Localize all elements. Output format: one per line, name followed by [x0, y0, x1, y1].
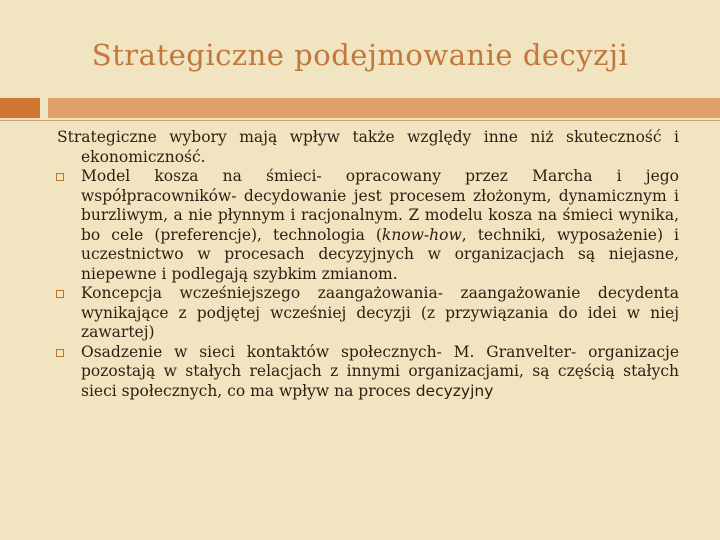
intro-paragraph: Strategiczne wybory mają wpływ także względy inne niż skuteczność i ekonomiczność.: [57, 128, 679, 166]
bullet-tail: decyzyjny: [415, 381, 494, 400]
bullet-lead: Osadzenie w sieci kontaktów społecznych-: [81, 342, 442, 361]
bullet-item-garbage-can: [57, 167, 679, 284]
accent-bar-left: [0, 98, 40, 118]
bullet-lead: Model kosza na śmieci: [81, 167, 317, 185]
bullet-text: [81, 343, 679, 400]
bullet-body: - opracowany przez Marcha i jego współpracowników- decydowanie jest procesem złożonym, dynamicznym i burzliwym, a nie płynnym i racjonalnym. Z modelu kosza na śmieci wynika, bo cele (preferencje), technologia (: [81, 167, 679, 244]
bullet-body: zaangażowanie decydenta wynikające z podjętej wcześniej decyzji (z przywiązania do idei w niej zawartej): [81, 284, 679, 341]
accent-divider: [0, 120, 720, 121]
bullet-italic: know-how: [381, 225, 462, 244]
bullet-item-social-network: [57, 343, 679, 402]
bullet-body-after: , techniki, wyposażenie) i uczestnictwo w procesach decyzyjnych w organizacjach są niejasne, niepewne i podlegają szybkim zmianom.: [81, 225, 679, 283]
bullet-item-commitment: [57, 284, 679, 343]
square-bullet-icon: [56, 173, 64, 181]
slide-body: [57, 128, 679, 401]
slide-title: Strategiczne podejmowanie decyzji: [91, 38, 629, 72]
bullet-body: M. Granvelter- organizacje pozostają w stałych relacjach z innymi organizacjami, są częścią stałych sieci społecznych, co ma wpływ na proces: [81, 342, 679, 400]
bullet-lead: Koncepcja wcześniejszego zaangażowania-: [81, 284, 443, 302]
square-bullet-icon: [56, 349, 64, 357]
bullet-text: [81, 284, 679, 341]
bullet-text: [81, 167, 679, 283]
square-bullet-icon: [56, 290, 64, 298]
accent-bar-right: [48, 98, 720, 118]
